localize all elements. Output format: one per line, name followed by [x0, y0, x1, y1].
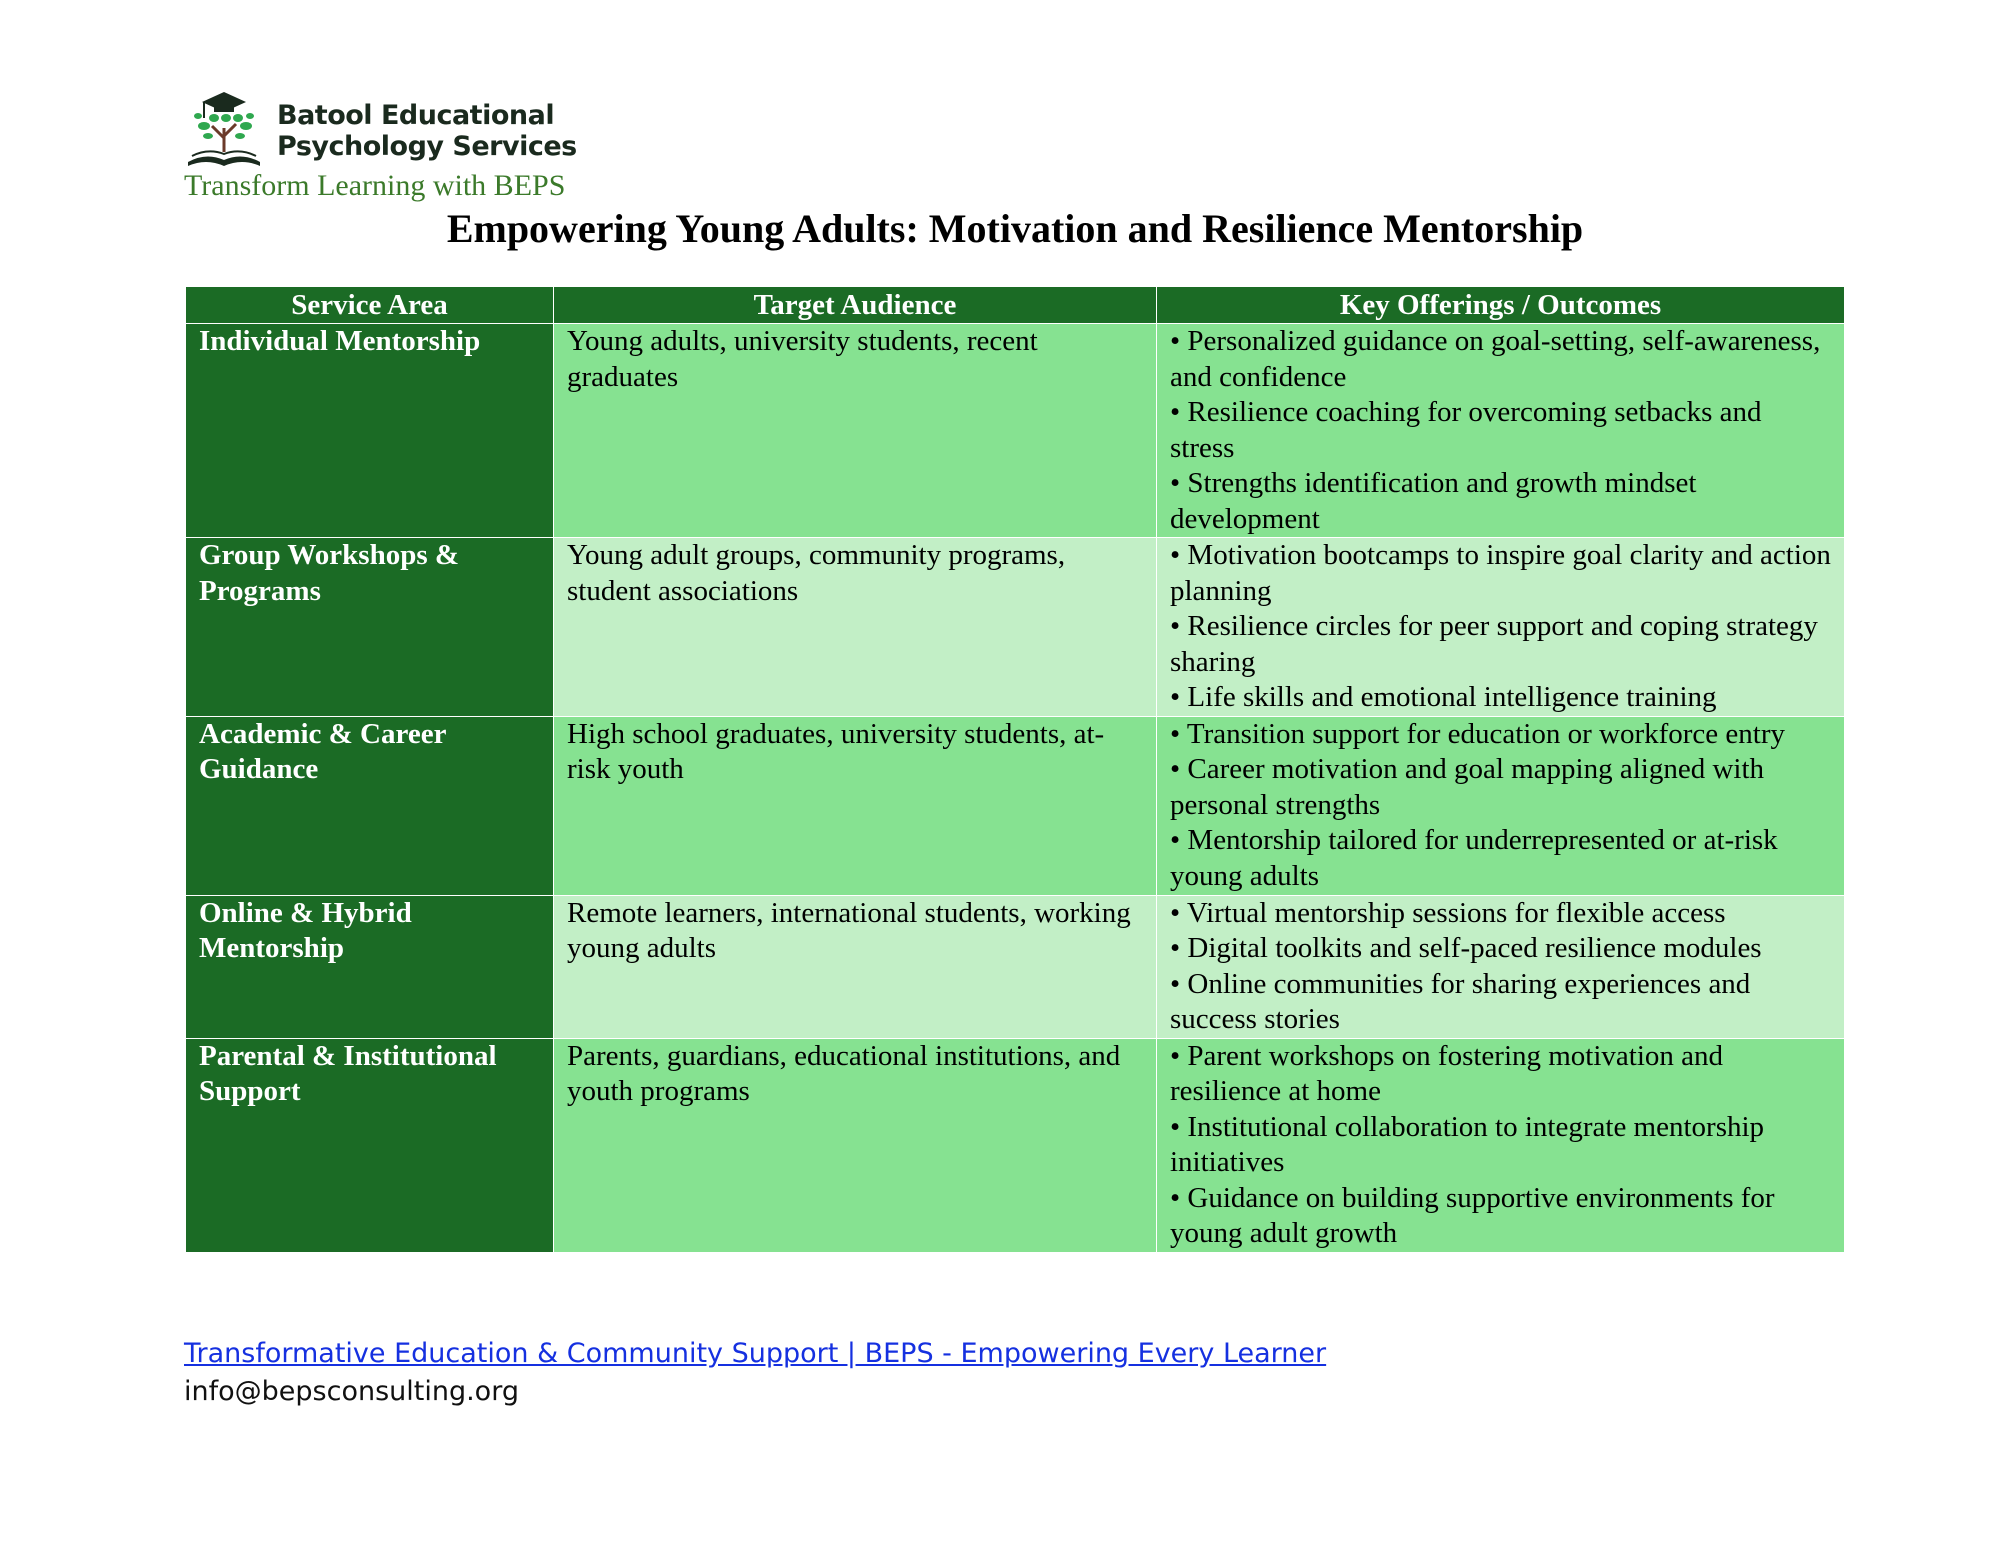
brand-name	[277, 100, 577, 162]
table-header-row	[186, 287, 1845, 324]
offering-item: • Personalized guidance on goal-setting, self-awareness, and confidence	[1170, 325, 1821, 393]
target-audience-cell: High school graduates, university students, at-risk youth	[554, 716, 1157, 895]
service-area-cell: Online & Hybrid Mentorship	[186, 895, 554, 1038]
offering-item: • Transition support for education or workforce entry	[1170, 717, 1786, 750]
service-area-cell: Academic & Career Guidance	[186, 716, 554, 895]
offerings-cell	[1157, 538, 1845, 717]
offerings-cell	[1157, 716, 1845, 895]
offering-item: • Resilience coaching for overcoming setbacks and stress	[1170, 396, 1762, 464]
service-area-cell: Group Workshops & Programs	[186, 538, 554, 717]
offering-item: • Parent workshops on fostering motivation and resilience at home	[1170, 1039, 1724, 1107]
offering-item: • Mentorship tailored for underrepresented or at-risk young adults	[1170, 824, 1778, 892]
offering-item: • Resilience circles for peer support and coping strategy sharing	[1170, 610, 1818, 678]
offering-item: • Online communities for sharing experiences and success stories	[1170, 967, 1751, 1035]
table-row	[186, 538, 1845, 717]
tagline: Transform Learning with BEPS	[184, 169, 566, 202]
offerings-cell	[1157, 324, 1845, 538]
table-row	[186, 716, 1845, 895]
target-audience-cell: Young adults, university students, recent graduates	[554, 324, 1157, 538]
target-audience-cell: Remote learners, international students, working young adults	[554, 895, 1157, 1038]
offering-item: • Digital toolkits and self-paced resilience modules	[1170, 932, 1762, 964]
offering-item: • Institutional collaboration to integrate mentorship initiatives	[1170, 1110, 1765, 1178]
offering-item: • Career motivation and goal mapping aligned with personal strengths	[1170, 753, 1765, 821]
service-area-cell: Individual Mentorship	[186, 324, 554, 538]
footer-link[interactable]: Transformative Education & Community Support | BEPS - Empowering Every Learner	[184, 1338, 1327, 1369]
offerings-cell	[1157, 1038, 1845, 1252]
header-service-area: Service Area	[186, 287, 554, 324]
brand-line-2: Psychology Services	[277, 131, 577, 162]
logo-tree-book-icon	[184, 90, 264, 170]
table-row	[186, 1038, 1845, 1252]
services-table	[185, 287, 1845, 1253]
service-area-cell: Parental & Institutional Support	[186, 1038, 554, 1252]
offerings-cell	[1157, 895, 1845, 1038]
target-audience-cell: Young adult groups, community programs, student associations	[554, 538, 1157, 717]
offering-item: • Motivation bootcamps to inspire goal clarity and action planning	[1170, 539, 1831, 607]
target-audience-cell: Parents, guardians, educational institutions, and youth programs	[554, 1038, 1157, 1252]
offering-item: • Strengths identification and growth mindset development	[1170, 467, 1697, 535]
offering-item: • Guidance on building supportive environments for young adult growth	[1170, 1181, 1775, 1249]
offering-item: • Life skills and emotional intelligence training	[1170, 681, 1717, 713]
table-row	[186, 324, 1845, 538]
header-target-audience: Target Audience	[554, 287, 1157, 324]
offering-item: • Virtual mentorship sessions for flexible access	[1170, 896, 1726, 929]
header-key-offerings: Key Offerings / Outcomes	[1157, 287, 1845, 324]
brand-line-1: Batool Educational	[277, 100, 555, 131]
contact-email: info@bepsconsulting.org	[184, 1376, 519, 1407]
table-row	[186, 895, 1845, 1038]
page-title: Empowering Young Adults: Motivation and Resilience Mentorship	[446, 206, 1584, 251]
